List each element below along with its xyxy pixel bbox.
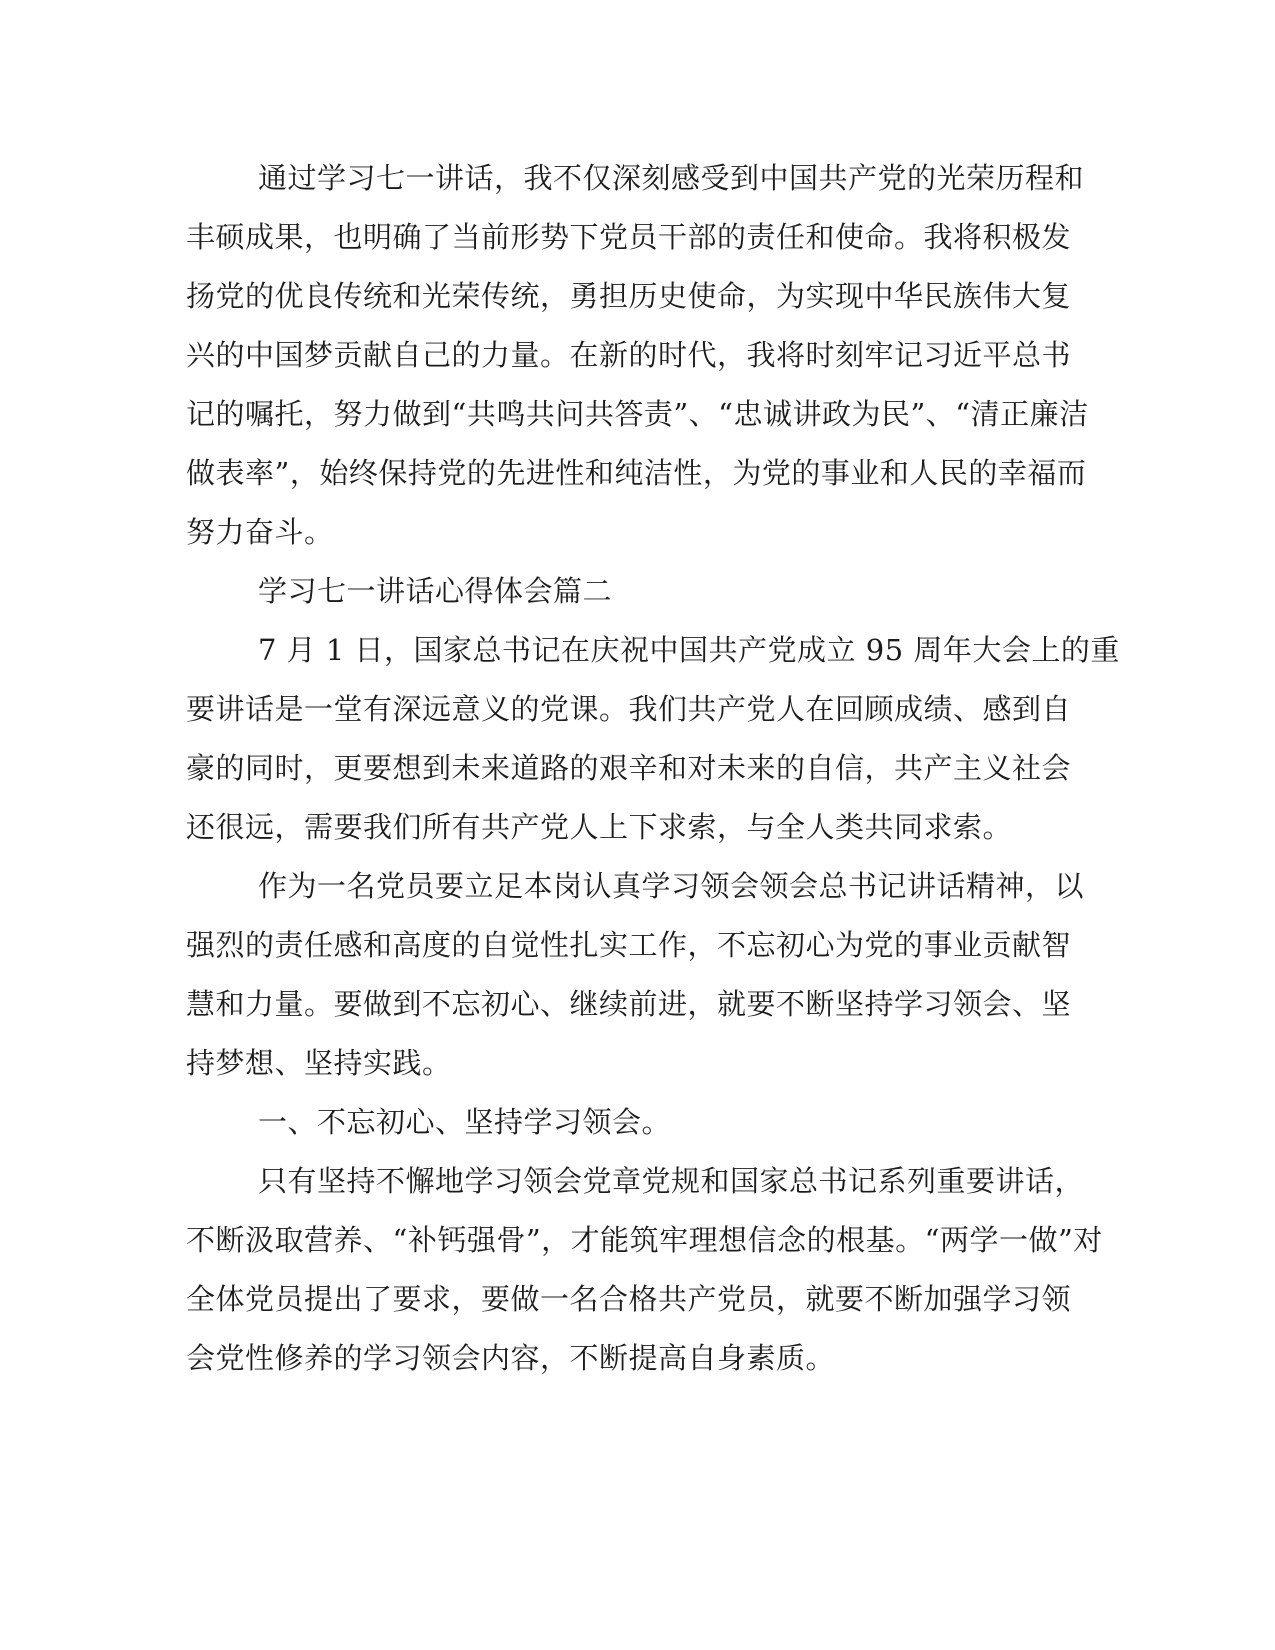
subsection-heading: 一、不忘初心、坚持学习领会。 xyxy=(258,1105,672,1139)
paragraph-line: 记的嘱托，努力做到“共鸣共问共答责”、“忠诚讲政为民”、“清正廉洁 xyxy=(186,397,1089,431)
paragraph-line: 努力奋斗。 xyxy=(186,515,334,549)
paragraph-line: 通过学习七一讲话，我不仅深刻感受到中国共产党的光荣历程和 xyxy=(258,161,1085,195)
paragraph-line: 7 月 1 日，国家总书记在庆祝中国共产党成立 95 周年大会上的重 xyxy=(258,633,1120,667)
paragraph-line: 兴的中国梦贡献自己的力量。在新的时代，我将时刻牢记习近平总书 xyxy=(186,338,1072,372)
paragraph-line: 豪的同时，更要想到未来道路的艰辛和对未来的自信，共产主义社会 xyxy=(186,751,1072,785)
paragraph-line: 会党性修养的学习领会内容，不断提高自身素质。 xyxy=(186,1341,836,1375)
paragraph-line: 强烈的责任感和高度的自觉性扎实工作，不忘初心为党的事业贡献智 xyxy=(186,928,1072,962)
section-heading: 学习七一讲话心得体会篇二 xyxy=(258,574,613,608)
paragraph-line: 持梦想、坚持实践。 xyxy=(186,1046,452,1080)
paragraph-line: 丰硕成果，也明确了当前形势下党员干部的责任和使命。我将积极发 xyxy=(186,220,1072,254)
paragraph-line: 要讲话是一堂有深远意义的党课。我们共产党人在回顾成绩、感到自 xyxy=(186,692,1072,726)
paragraph-line: 慧和力量。要做到不忘初心、继续前进，就要不断坚持学习领会、坚 xyxy=(186,987,1072,1021)
paragraph-line: 还很远，需要我们所有共产党人上下求索，与全人类共同求索。 xyxy=(186,810,1013,844)
paragraph-line: 不断汲取营养、“补钙强骨”，才能筑牢理想信念的根基。“两学一做”对 xyxy=(186,1223,1103,1257)
paragraph-line: 做表率”，始终保持党的先进性和纯洁性，为党的事业和人民的幸福而 xyxy=(186,456,1087,490)
paragraph-line: 扬党的优良传统和光荣传统，勇担历史使命，为实现中华民族伟大复 xyxy=(186,279,1072,313)
paragraph-line: 作为一名党员要立足本岗认真学习领会领会总书记讲话精神，以 xyxy=(258,869,1085,903)
paragraph-line: 全体党员提出了要求，要做一名合格共产党员，就要不断加强学习领 xyxy=(186,1282,1072,1316)
paragraph-line: 只有坚持不懈地学习领会党章党规和国家总书记系列重要讲话， xyxy=(258,1164,1085,1198)
